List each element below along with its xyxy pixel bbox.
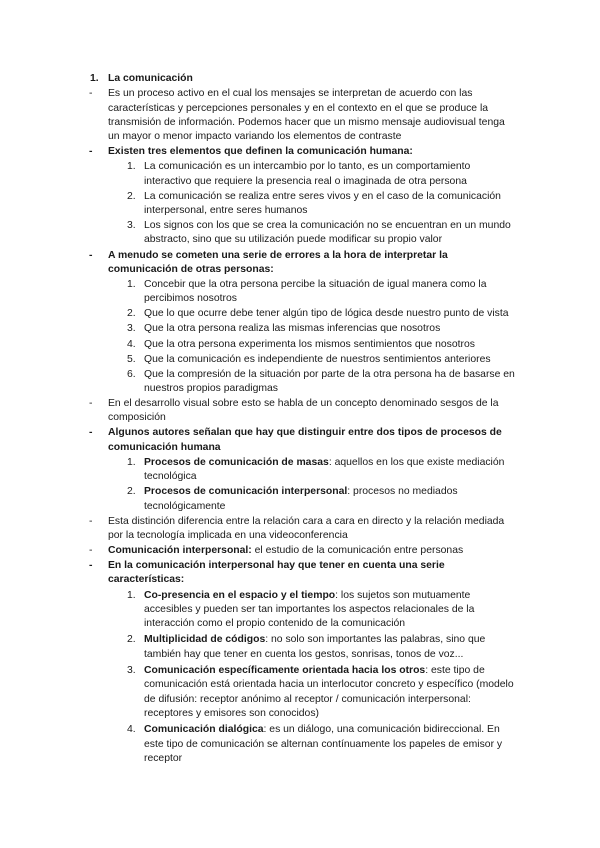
item-term: Procesos de comunicación de masas [144, 456, 329, 468]
dash-marker: - [89, 515, 93, 527]
bullet-item [86, 559, 516, 588]
bullet-item [86, 145, 516, 159]
dash-marker: - [89, 398, 93, 410]
list-item [127, 307, 516, 321]
bullet-item [86, 249, 516, 278]
list-item [127, 278, 516, 307]
item-text: Que lo que ocurre debe tener algún tipo de lógica desde nuestro punto de vista [144, 308, 509, 320]
item-text: La comunicación es un intercambio por lo tanto, es un comportamiento interactivo que requiere la presencia real o imaginada de otra persona [144, 161, 471, 187]
item-text: Los signos con los que se crea la comunicación no se encuentran en un mundo abstracto, sino que su utilización puede modificar su propio valor [144, 220, 511, 246]
item-text: : aquellos en los que existe mediación tecnológica [144, 456, 505, 483]
item-number: 2. [127, 308, 136, 320]
item-number: 1. [127, 589, 136, 601]
dash-marker: - [89, 427, 93, 439]
item-text: Que la compresión de la situación por parte de la otra persona ha de basarse en nuestros propios paradigmas [144, 368, 515, 394]
bullet-text: En la comunicación interpersonal hay que tener en cuenta una serie características: [108, 560, 445, 586]
item-text: : este tipo de comunicación está orientada hacia un interlocutor concreto y específico (modelo de difusión: receptor anónimo al receptor / comunicación interpersonal: receptores y emisores son conocidos) [144, 665, 514, 719]
item-number: 1. [127, 278, 136, 290]
item-number: 3. [127, 665, 136, 677]
numbered-list [86, 160, 516, 247]
item-term: Procesos de comunicación interpersonal [144, 486, 348, 498]
numbered-list [86, 278, 516, 396]
list-item [127, 322, 516, 336]
section-heading [86, 72, 516, 86]
list-item [127, 485, 516, 514]
item-text: : procesos no mediados tecnológicamente [144, 486, 458, 512]
item-number: 4. [127, 338, 136, 350]
document-content [86, 72, 516, 768]
item-number: 5. [127, 353, 136, 365]
item-number: 3. [127, 220, 136, 232]
list-item [127, 219, 516, 248]
section-number: 1. [90, 73, 99, 84]
bullet-text: Existen tres elementos que definen la comunicación humana: [108, 146, 413, 158]
dash-marker: - [89, 545, 93, 557]
bullet-text: Esta distinción diferencia entre la relación cara a cara en directo y la relación mediada por la tecnología implicada en una videoconferencia [108, 515, 505, 541]
item-text: Que la comunicación es independiente de nuestros sentimientos anteriores [144, 353, 491, 365]
dash-marker: - [89, 560, 93, 572]
item-text: : no solo son importantes las palabras, sino que también hay que tener en cuenta los gestos, sonrisas, tonos de voz... [144, 634, 486, 660]
list-item [127, 589, 516, 632]
list-item [127, 633, 516, 662]
list-item [127, 338, 516, 352]
dash-marker: - [89, 146, 93, 158]
item-text: : es un diálogo, una comunicación bidireccional. En este tipo de comunicación se alternan contínuamente los papeles de emisor y receptor [144, 724, 503, 764]
list-item [127, 368, 516, 397]
item-number: 6. [127, 368, 136, 380]
item-number: 4. [127, 724, 136, 736]
list-item [127, 353, 516, 367]
bullet-item [86, 397, 516, 426]
item-number: 2. [127, 634, 136, 646]
dash-marker: - [89, 249, 93, 261]
bullet-text: Es un proceso activo en el cual los mensajes se interpretan de acuerdo con las características y percepciones personales y en el contexto en el que se produce la transmisión de información. Podemos hacer que un mismo mensaje audiovisual tenga un mayor o menor impacto variando los elementos de contraste [108, 88, 505, 143]
list-item [127, 723, 516, 766]
item-number: 2. [127, 190, 136, 202]
item-text: : los sujetos son mutuamente accesibles y pueden ser tan importantes los aspectos relacionales de la interacción como el propio contenido de la comunicación [144, 589, 475, 630]
item-text: La comunicación se realiza entre seres vivos y en el caso de la comunicación interpersonal, entre seres humanos [144, 190, 501, 217]
item-text: Que la otra persona experimenta los mismos sentimientos que nosotros [144, 338, 475, 350]
bullet-item [86, 515, 516, 544]
bullet-text: Algunos autores señalan que hay que distinguir entre dos tipos de procesos de comunicación humana [108, 427, 502, 453]
item-term: Comunicación específicamente orientada hacia los otros [144, 665, 426, 677]
item-term: Co-presencia en el espacio y el tiempo [144, 589, 336, 601]
list-item [127, 664, 516, 721]
list-item [127, 160, 516, 189]
item-number: 3. [127, 323, 136, 335]
item-text: Que la otra persona realiza las mismas inferencias que nosotros [144, 323, 441, 335]
bullet-text: el estudio de la comunicación entre personas [251, 545, 464, 557]
numbered-list [86, 589, 516, 767]
item-text: Concebir que la otra persona percibe la situación de igual manera como la percibimos nosotros [144, 278, 487, 305]
bullet-term: Comunicación interpersonal: [108, 545, 252, 557]
item-term: Comunicación dialógica [144, 724, 264, 736]
item-term: Multiplicidad de códigos [144, 634, 266, 646]
bullet-text: En el desarrollo visual sobre esto se habla de un concepto denominado sesgos de la composición [108, 398, 499, 424]
list-item [127, 190, 516, 219]
bullet-text: A menudo se cometen una serie de errores a la hora de interpretar la comunicación de otras personas: [108, 249, 448, 275]
section-title: La comunicación [108, 73, 193, 84]
list-item [127, 456, 516, 485]
bullet-item [86, 426, 516, 455]
bullet-item [86, 544, 516, 558]
bullet-item [86, 87, 516, 144]
item-number: 1. [127, 161, 136, 173]
item-number: 2. [127, 486, 136, 498]
item-number: 1. [127, 456, 136, 468]
numbered-list [86, 456, 516, 514]
dash-marker: - [89, 88, 93, 100]
